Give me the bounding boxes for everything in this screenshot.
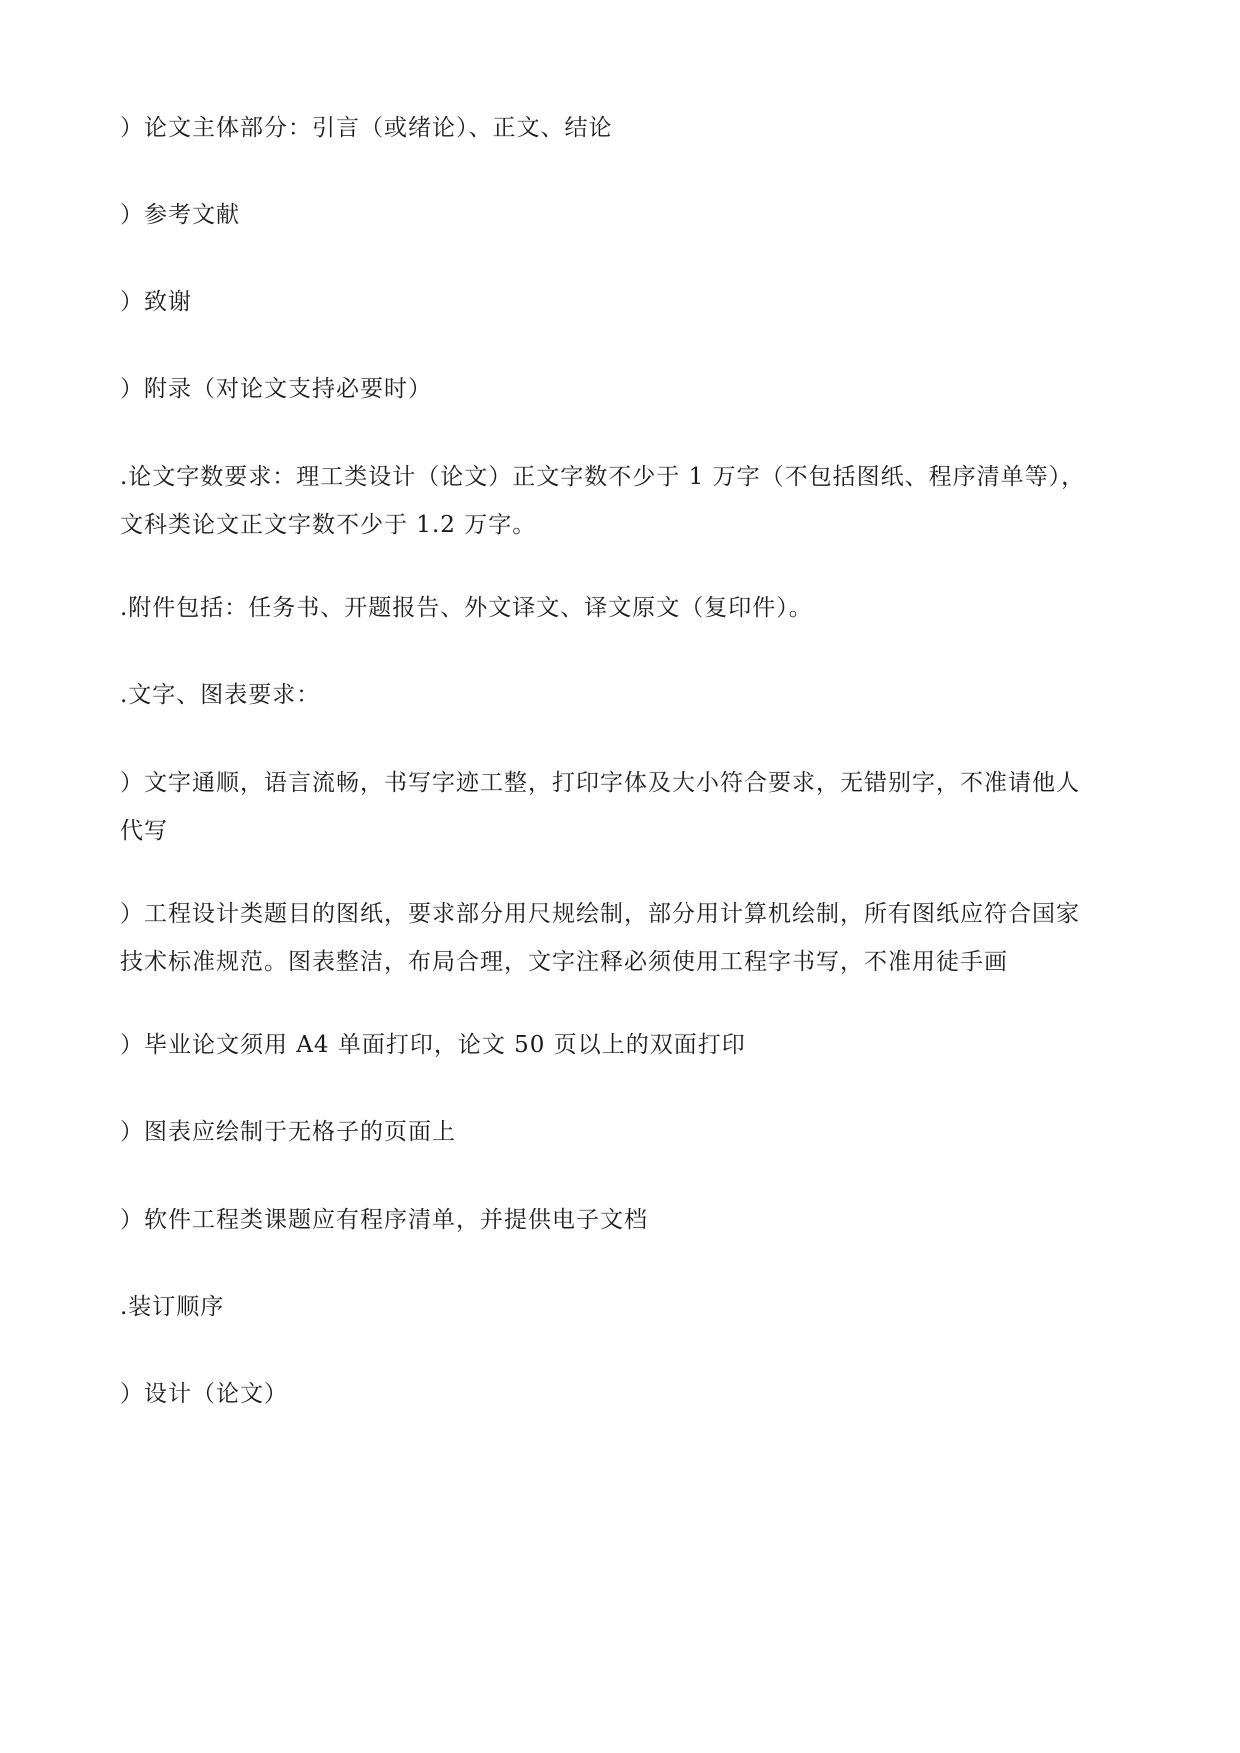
text-line: .文字、图表要求： <box>120 682 321 708</box>
paragraph-appendix <box>120 365 1120 413</box>
paragraph-references <box>120 191 1120 239</box>
text-line: 文科类论文正文字数不少于 1.2 万字。 <box>120 512 537 538</box>
paragraph-attachments <box>120 584 1120 632</box>
text-line: ）工程设计类题目的图纸，要求部分用尺规绘制，部分用计算机绘制，所有图纸应符合国家 <box>120 901 1080 927</box>
text-line: .附件包括：任务书、开题报告、外文译文、译文原文（复印件）。 <box>120 595 813 621</box>
text-line: .论文字数要求：理工类设计（论文）正文字数不少于 1 万字（不包括图纸、程序清单等）， <box>120 464 1086 490</box>
text-line: .装订顺序 <box>120 1294 225 1320</box>
paragraph-acknowledgements <box>120 278 1120 326</box>
paragraph-text-chart-requirements <box>120 671 1120 719</box>
text-line: ）设计（论文） <box>120 1381 288 1407</box>
paragraph-main-body <box>120 104 1120 152</box>
paragraph-binding-order <box>120 1283 1120 1331</box>
text-line: 代写 <box>120 818 168 844</box>
paragraph-printing <box>120 1021 1120 1069</box>
text-line: ）附录（对论文支持必要时） <box>120 376 432 402</box>
text-line: ）致谢 <box>120 289 192 315</box>
text-line: ）论文主体部分：引言（或绪论）、正文、结论 <box>120 115 613 141</box>
paragraph-word-count <box>120 453 1120 549</box>
text-line: ）参考文献 <box>120 202 240 228</box>
text-line: 技术标准规范。图表整洁，布局合理，文字注释必须使用工程字书写，不准用徒手画 <box>120 949 1008 975</box>
text-line: ）图表应绘制于无格子的页面上 <box>120 1119 456 1145</box>
paragraph-engineering-drawings <box>120 890 1120 986</box>
text-line: ）软件工程类课题应有程序清单，并提供电子文档 <box>120 1207 648 1233</box>
paragraph-software-listing <box>120 1196 1120 1244</box>
paragraph-design-thesis <box>120 1370 1120 1418</box>
text-line: ）毕业论文须用 A4 单面打印，论文 50 页以上的双面打印 <box>120 1032 746 1058</box>
paragraph-chart-pages <box>120 1108 1120 1156</box>
text-line: ）文字通顺，语言流畅，书写字迹工整，打印字体及大小符合要求，无错别字，不准请他人 <box>120 770 1080 796</box>
paragraph-text-fluency <box>120 759 1120 855</box>
